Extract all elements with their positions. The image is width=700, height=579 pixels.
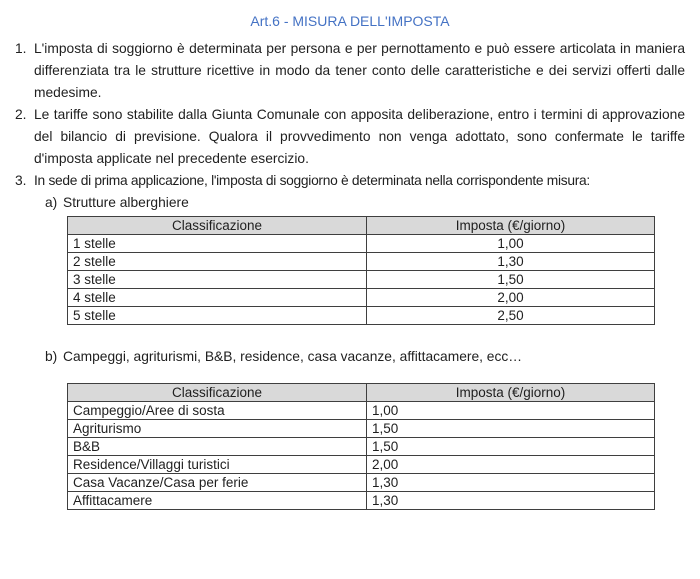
sub-item-b-text: Campeggi, agriturismi, B&B, residence, casa vacanze, affittacamere, ecc… <box>63 349 523 364</box>
hotel-rates-table <box>67 216 655 325</box>
list-item-3-marker: 3. <box>15 173 27 188</box>
table-row <box>68 402 655 420</box>
sub-item-b <box>45 346 685 368</box>
table-row <box>68 420 655 438</box>
table-row <box>68 271 655 289</box>
table-cell: 2,00 <box>367 456 655 474</box>
table-cell: 2 stelle <box>68 253 367 271</box>
table-cell: 2,00 <box>367 289 655 307</box>
table-cell: 1,30 <box>367 474 655 492</box>
column-header: Classificazione <box>68 217 367 235</box>
sub-item-a-marker: a) <box>45 195 58 210</box>
table-cell: 2,50 <box>367 307 655 325</box>
table-cell: 1,00 <box>367 402 655 420</box>
table-cell: 3 stelle <box>68 271 367 289</box>
table-row <box>68 289 655 307</box>
table-row <box>68 253 655 271</box>
table-cell: 1 stelle <box>68 235 367 253</box>
column-header: Imposta (€/giorno) <box>367 217 655 235</box>
table-cell: 5 stelle <box>68 307 367 325</box>
table-cell: Casa Vacanze/Casa per ferie <box>68 474 367 492</box>
other-accommodations-table <box>67 383 655 510</box>
table-cell: Agriturismo <box>68 420 367 438</box>
table-cell: B&B <box>68 438 367 456</box>
list-item-3-text: In sede di prima applicazione, l'imposta di soggiorno è determinata nella corrispondente misura: <box>34 173 590 188</box>
sub-item-a <box>45 192 685 214</box>
list-item-1 <box>15 38 685 104</box>
sub-item-b-line <box>15 346 685 368</box>
table-cell: 1,30 <box>367 492 655 510</box>
table-cell: 1,00 <box>367 235 655 253</box>
table-cell: 4 stelle <box>68 289 367 307</box>
sub-item-a-text: Strutture alberghiere <box>63 195 189 210</box>
table-row <box>68 474 655 492</box>
table-cell: Campeggio/Aree di sosta <box>68 402 367 420</box>
table-row <box>68 438 655 456</box>
table-row <box>68 456 655 474</box>
table-cell: 1,50 <box>367 438 655 456</box>
table-header-row <box>68 217 655 235</box>
column-header: Imposta (€/giorno) <box>367 384 655 402</box>
table-cell: 1,50 <box>367 420 655 438</box>
list-item-3 <box>15 170 685 192</box>
table-row <box>68 235 655 253</box>
table-row <box>68 492 655 510</box>
table-cell: 1,50 <box>367 271 655 289</box>
numbered-list <box>15 38 685 214</box>
column-header: Classificazione <box>68 384 367 402</box>
list-item-1-marker: 1. <box>15 41 27 56</box>
table-cell: Residence/Villaggi turistici <box>68 456 367 474</box>
list-item-2 <box>15 104 685 170</box>
table-cell: Affittacamere <box>68 492 367 510</box>
list-item-2-marker: 2. <box>15 107 27 122</box>
table-row <box>68 307 655 325</box>
table-cell: 1,30 <box>367 253 655 271</box>
list-item-1-text: L'imposta di soggiorno è determinata per persona e per pernottamento e può essere articolata in maniera differenziata tra le strutture ricettive in modo da tener conto delle caratteristiche e dei servizi offerti dalle medesime. <box>34 41 685 100</box>
sub-item-b-marker: b) <box>45 349 58 364</box>
article-title: Art.6 - MISURA DELL'IMPOSTA <box>250 13 450 29</box>
list-item-2-text: Le tariffe sono stabilite dalla Giunta Comunale con apposita deliberazione, entro i termini di approvazione del bilancio di previsione. Qualora il provvedimento non venga adottato, sono confermate le tariffe d'imposta applicate nel precedente esercizio. <box>34 107 685 166</box>
table-header-row <box>68 384 655 402</box>
